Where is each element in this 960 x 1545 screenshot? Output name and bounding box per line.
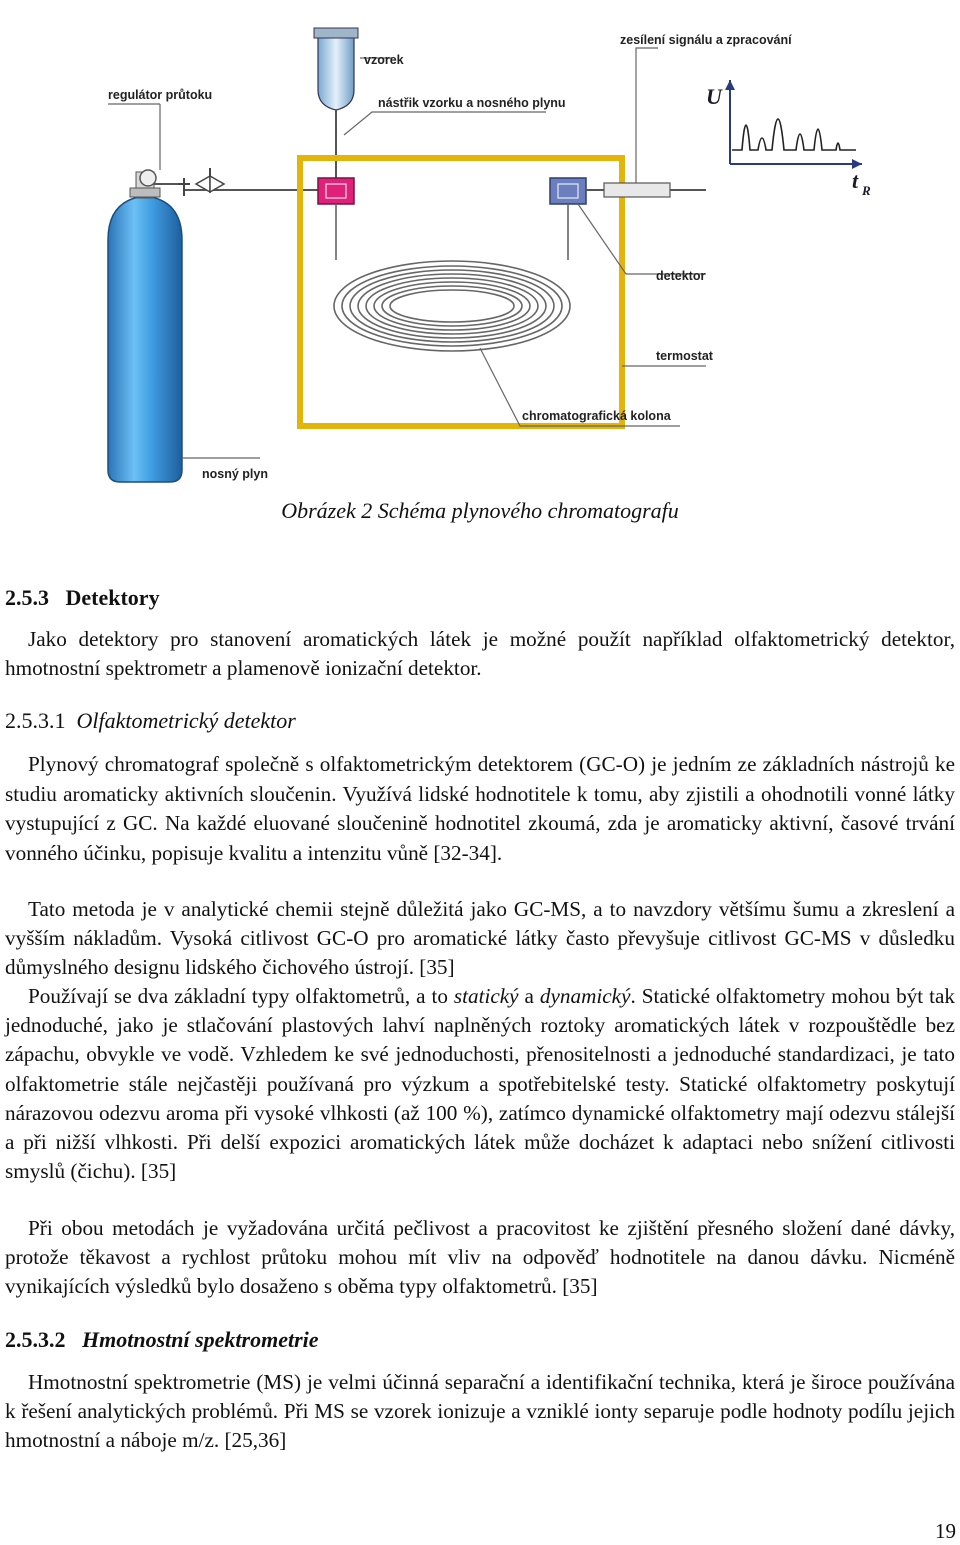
gc-schematic-figure (0, 0, 960, 495)
label-injection: nástřik vzorku a nosného plynu (378, 96, 566, 110)
label-carrier-gas: nosný plyn (202, 467, 268, 481)
section-heading-detektory (5, 585, 160, 611)
axis-x-subscript: R (862, 183, 871, 198)
paragraph-olfakto-2 (5, 895, 955, 983)
label-regulator: regulátor průtoku (108, 88, 213, 102)
injector-block (318, 178, 354, 204)
chromatogram (706, 80, 871, 198)
label-column: chromatografická kolona (522, 409, 671, 423)
label-detector: detektor (656, 269, 706, 283)
axis-x-label: t (852, 168, 859, 193)
label-thermostat: termostat (656, 349, 713, 363)
paragraph-olfakto-1 (5, 750, 955, 868)
axis-y-label: U (706, 84, 722, 109)
paragraph-text: Jako detektory pro stanovení aromatických látek je možné použít například olfaktometrický detektor, hmotnostní spektrometr a plamenově ionizační detektor. (5, 627, 955, 681)
amplifier (604, 183, 670, 197)
paragraph-text: . Statické olfaktometry mohou být tak jednoduché, jako je stlačování plastových lahví naplněných roztoky aromatických látek v rozpouštědle bez zápachu, obvykle ve vodě. Vzhledem ke své jednoduchosti, přenositelnosti a jednoduché standardizaci, je tato olfaktometrie stále nejčastěji používaná pro výzkum a spotřebitelské testy. Statické olfaktometry poskytují nárazovou odezvu aroma při vysoké vlhkosti (až 100 %), zatímco dynamické olfaktometry mají odezvu stálejší a při nižší vlhkosti. Při delší expozici aromatických látek může docházet k adaptaci nebo snížení citlivosti smyslů (čichu). [35] (5, 984, 955, 1184)
subsection-title: Hmotnostní spektrometrie (82, 1327, 319, 1352)
paragraph-text: Používají se dva základní typy olfaktometrů, a to (28, 984, 454, 1008)
section-number: 2.5.3 (5, 585, 49, 610)
subsection-heading-hmotnostni (5, 1327, 319, 1353)
label-amplification: zesílení signálu a zpracování (620, 33, 792, 47)
subsection-number: 2.5.3.2 (5, 1327, 66, 1352)
subsection-heading-olfaktometricky (5, 708, 296, 734)
gas-cylinder (108, 172, 182, 482)
term-staticky: statický (453, 984, 519, 1008)
paragraph-text: Tato metoda je v analytické chemii stejně důležitá jako GC-MS, a to navzdory většímu šumu a zkreslení a vyšším nákladům. Vysoká citlivost GC-O pro aromatické látky často převyšuje citlivost GC-MS v důsledku důmyslného designu lidského čichového ústrojí. [35] (5, 897, 955, 980)
caption-prefix: Obrázek 2 (281, 498, 373, 523)
paragraph-detektory (5, 625, 955, 683)
label-sample: vzorek (364, 53, 404, 67)
figure-caption (0, 498, 960, 524)
subsection-title: Olfaktometrický detektor (76, 708, 296, 733)
paragraph-hmotnostni (5, 1368, 955, 1456)
paragraph-text: a (518, 984, 540, 1008)
page-number: 19 (935, 1519, 956, 1543)
paragraph-text: Plynový chromatograf společně s olfaktometrickým detektorem (GC-O) je jedním ze základních nástrojů ke studiu aromaticky aktivních sloučenin. Využívá lidské hodnotitele k tomu, aby zjistili a ohodnotili vonné látky vystupující z GC. Na každé eluované sloučenině hodnotitel zkoumá, zda je aromaticky aktivní, časové trvání vonného účinku, popisuje kvalitu a intenzitu vůně [32-34]. (5, 752, 955, 865)
paragraph-olfakto-3 (5, 982, 955, 1186)
paragraph-olfakto-4 (5, 1214, 955, 1302)
paragraph-text: Při obou metodách je vyžadována určitá pečlivost a pracovitost ke zjištění přesného složení dané dávky, protože těkavost a rychlost průtoku mohou mít vliv na odpověď hodnotitele na danou dávku. Nicméně vynikajících výsledků bylo dosaženo s oběma typy olfaktometrů. [35] (5, 1216, 955, 1299)
section-title: Detektory (65, 585, 160, 610)
term-dynamicky: dynamický (539, 984, 631, 1008)
caption-text: Schéma plynového chromatografu (372, 498, 679, 523)
detector-block (550, 178, 586, 204)
column-coil (334, 204, 570, 351)
subsection-number: 2.5.3.1 (5, 708, 66, 733)
paragraph-text: Hmotnostní spektrometrie (MS) je velmi účinná separační a identifikační technika, která je široce používána k řešení analytických problémů. Při MS se vzorek ionizuje a vzniklé ionty separuje podle hodnoty podílu jejich hmotnostní a náboje m/z. [25,36] (5, 1370, 955, 1453)
